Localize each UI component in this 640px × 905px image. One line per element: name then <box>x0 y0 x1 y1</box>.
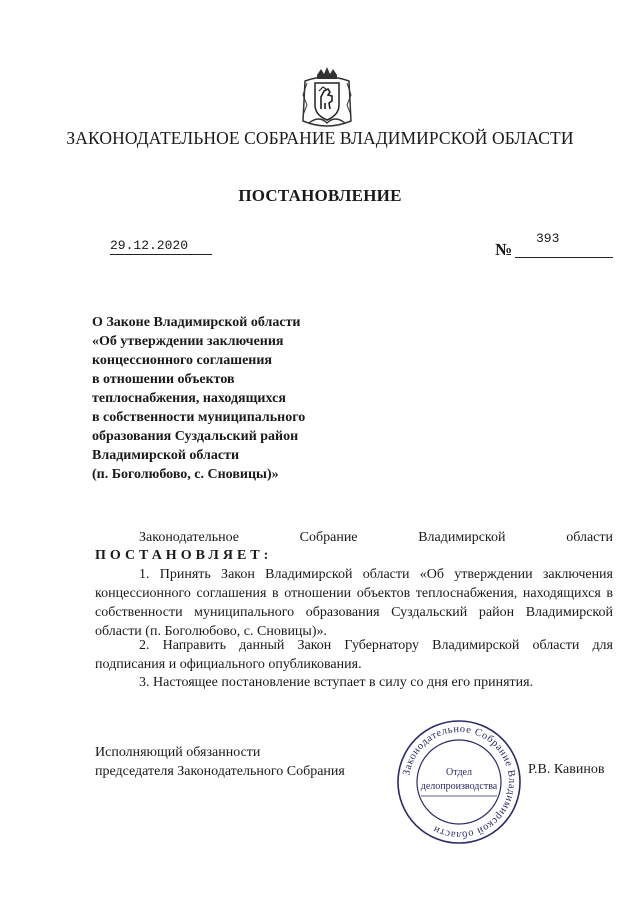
resolution-item-3: 3. Настоящее постановление вступает в силу со дня его принятия. <box>139 675 534 690</box>
subject-line: теплоснабжения, находящихся <box>92 391 286 406</box>
resolution-item-2: 2. Направить данный Закон Губернатору Владимирской области для подписания и официального опубликования. <box>95 638 613 672</box>
subject-line: (п. Боголюбово, с. Сновицы)» <box>92 467 279 482</box>
document-date: 29.12.2020 <box>110 238 212 255</box>
subject-line: О Законе Владимирской области <box>92 315 301 330</box>
document-type-heading: ПОСТАНОВЛЕНИЕ <box>238 186 402 205</box>
number-underline <box>515 257 613 258</box>
document-subject <box>92 313 352 484</box>
official-stamp <box>395 718 523 846</box>
preamble-text: Законодательное Собрание Владимирской области <box>139 530 613 545</box>
subject-line: образования Суздальский район <box>92 429 299 444</box>
document-number: 393 <box>536 231 560 246</box>
stamp-ring-text: Законодательное Собрание Владимирской области <box>401 723 518 841</box>
subject-line: в отношении объектов <box>92 372 235 387</box>
subject-line: «Об утверждении заключения <box>92 334 284 349</box>
subject-line: Владимирской области <box>92 448 240 463</box>
subject-line: концессионного соглашения <box>92 353 272 368</box>
coat-of-arms-icon <box>299 65 355 131</box>
decree-heading: ПОСТАНОВЛЯЕТ: <box>95 548 273 563</box>
signatory-position-line: Исполняющий обязанности <box>95 745 261 760</box>
number-label: № <box>495 240 513 259</box>
stamp-center-text: делопроизводства <box>420 781 498 792</box>
subject-line: в собственности муниципального <box>92 410 306 425</box>
stamp-center-text: Отдел <box>446 767 472 778</box>
signatory-name: Р.В. Кавинов <box>528 762 605 777</box>
resolution-item-1: 1. Принять Закон Владимирской области «Об утверждении заключения концессионного соглашения в отношении объектов теплоснабжения, находящихся в собственности муниципального образования Суздальский район Владимирской области (п. Боголюбово, с. Сновицы)». <box>95 567 613 639</box>
organization-title: ЗАКОНОДАТЕЛЬНОЕ СОБРАНИЕ ВЛАДИМИРСКОЙ ОБЛАСТИ <box>66 128 574 148</box>
signatory-position <box>95 743 395 781</box>
signatory-position-line: председателя Законодательного Собрания <box>95 764 345 779</box>
